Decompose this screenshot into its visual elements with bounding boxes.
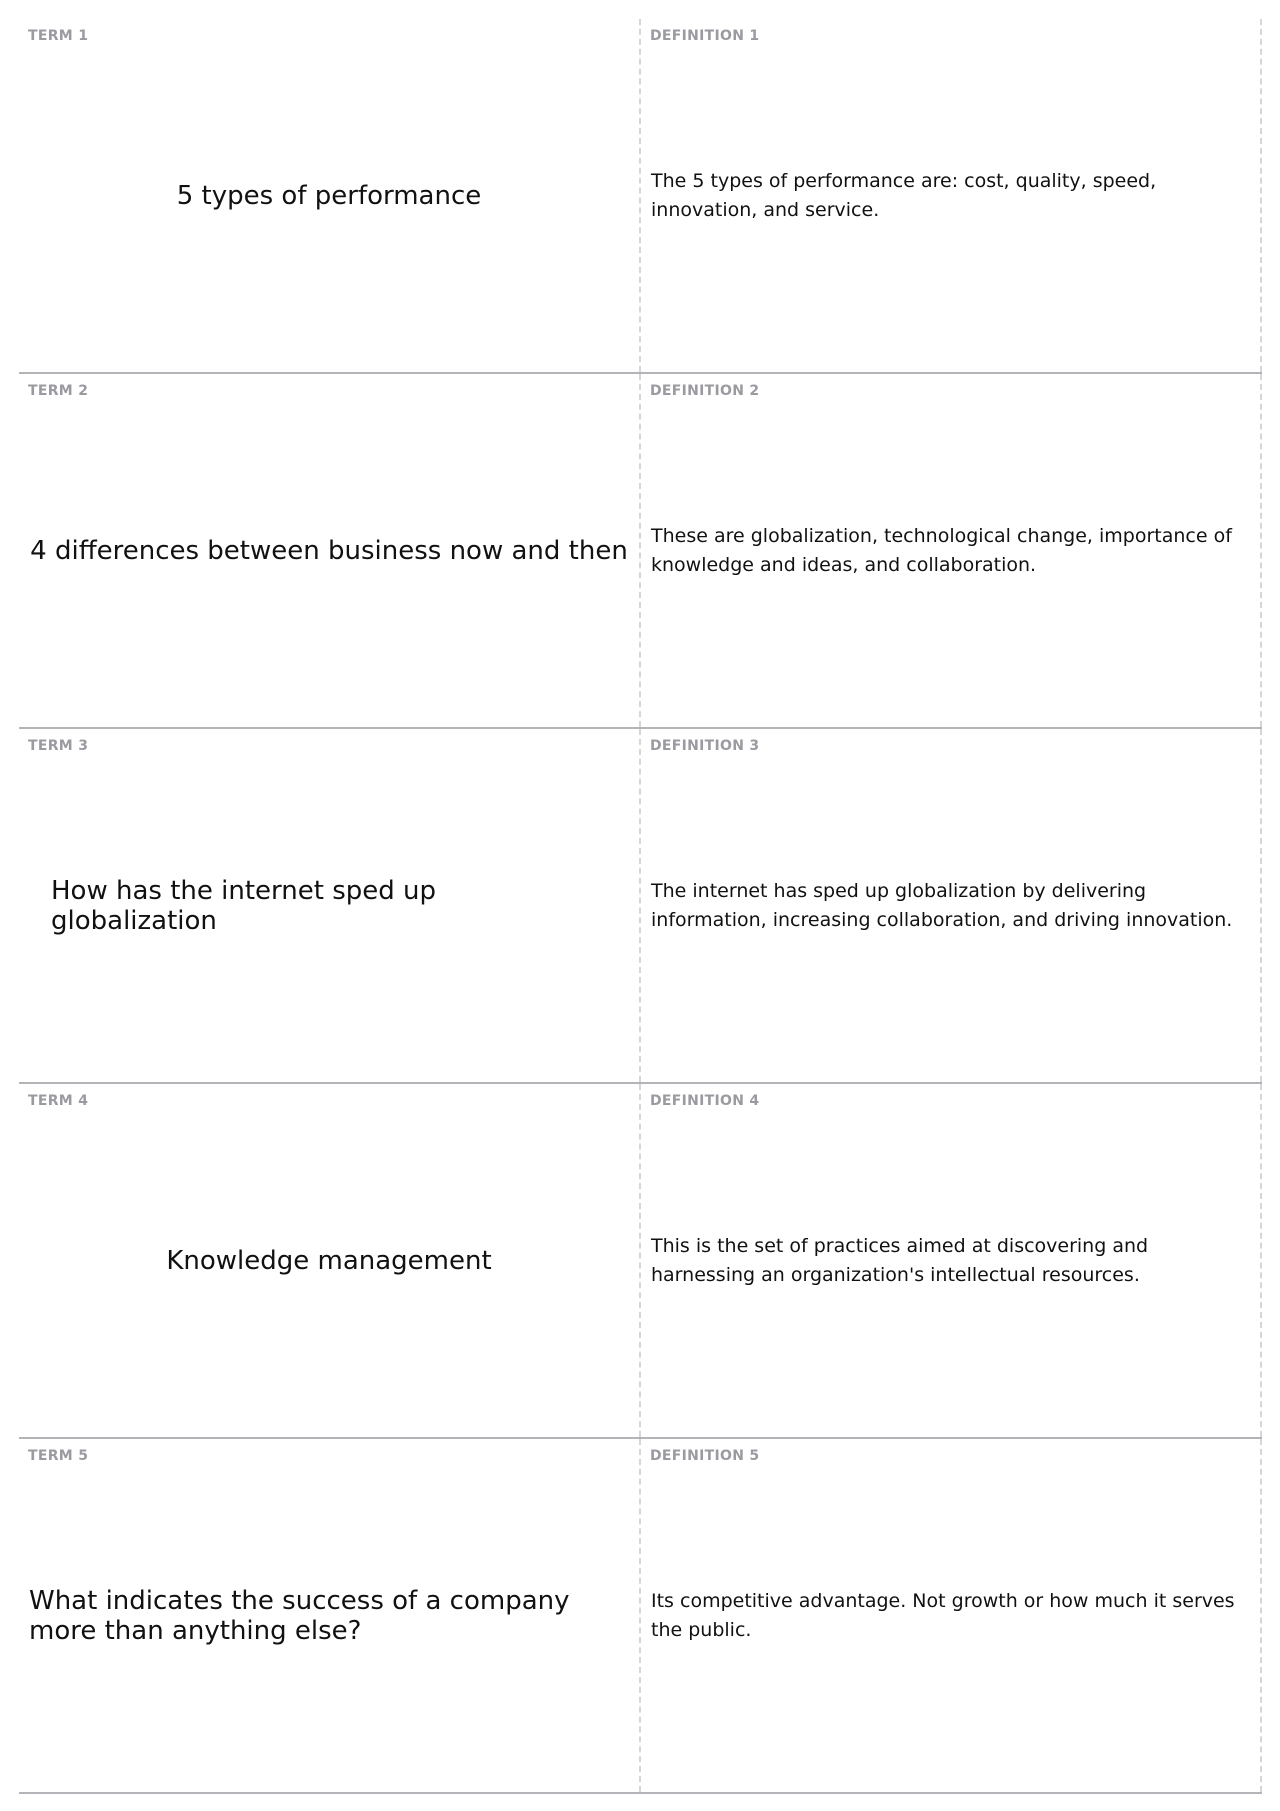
definition-cell-2 [641, 374, 1262, 727]
term-text: What indicates the success of a company more than anything else? [29, 1585, 570, 1646]
definition-label: DEFINITION 3 [650, 738, 760, 754]
flashcard-sheet [19, 19, 1262, 1794]
flashcard-row-4 [19, 1084, 1262, 1439]
term-label: TERM 5 [28, 1448, 89, 1464]
flashcard-row-3 [19, 729, 1262, 1084]
definition-text: These are globalization, technological change, importance of knowledge and ideas, and collaboration. [651, 524, 1232, 576]
term-cell-5 [19, 1439, 641, 1792]
term-text: 4 differences between business now and then [30, 535, 628, 566]
term-text: 5 types of performance [176, 180, 482, 211]
term-label: TERM 3 [28, 738, 89, 754]
definition-cell-3 [641, 729, 1262, 1082]
definition-cell-5 [641, 1439, 1262, 1792]
term-label: TERM 4 [28, 1093, 89, 1109]
definition-text: The 5 types of performance are: cost, quality, speed, innovation, and service. [651, 169, 1157, 221]
term-text: How has the internet sped up globalization [51, 875, 436, 936]
term-cell-4 [19, 1084, 641, 1437]
definition-label: DEFINITION 2 [650, 383, 760, 399]
flashcard-row-1 [19, 19, 1262, 374]
definition-text: This is the set of practices aimed at discovering and harnessing an organization's intellectual resources. [651, 1234, 1149, 1286]
definition-text: Its competitive advantage. Not growth or how much it serves the public. [651, 1589, 1235, 1641]
definition-label: DEFINITION 1 [650, 28, 760, 44]
term-cell-3 [19, 729, 641, 1082]
flashcard-row-5 [19, 1439, 1262, 1794]
term-label: TERM 2 [28, 383, 89, 399]
definition-text: The internet has sped up globalization by delivering information, increasing collaboration, and driving innovation. [651, 879, 1233, 931]
term-label: TERM 1 [28, 28, 89, 44]
term-cell-1 [19, 19, 641, 372]
definition-label: DEFINITION 4 [650, 1093, 760, 1109]
definition-cell-4 [641, 1084, 1262, 1437]
term-cell-2 [19, 374, 641, 727]
definition-cell-1 [641, 19, 1262, 372]
flashcard-row-2 [19, 374, 1262, 729]
definition-label: DEFINITION 5 [650, 1448, 760, 1464]
term-text: Knowledge management [166, 1245, 492, 1276]
